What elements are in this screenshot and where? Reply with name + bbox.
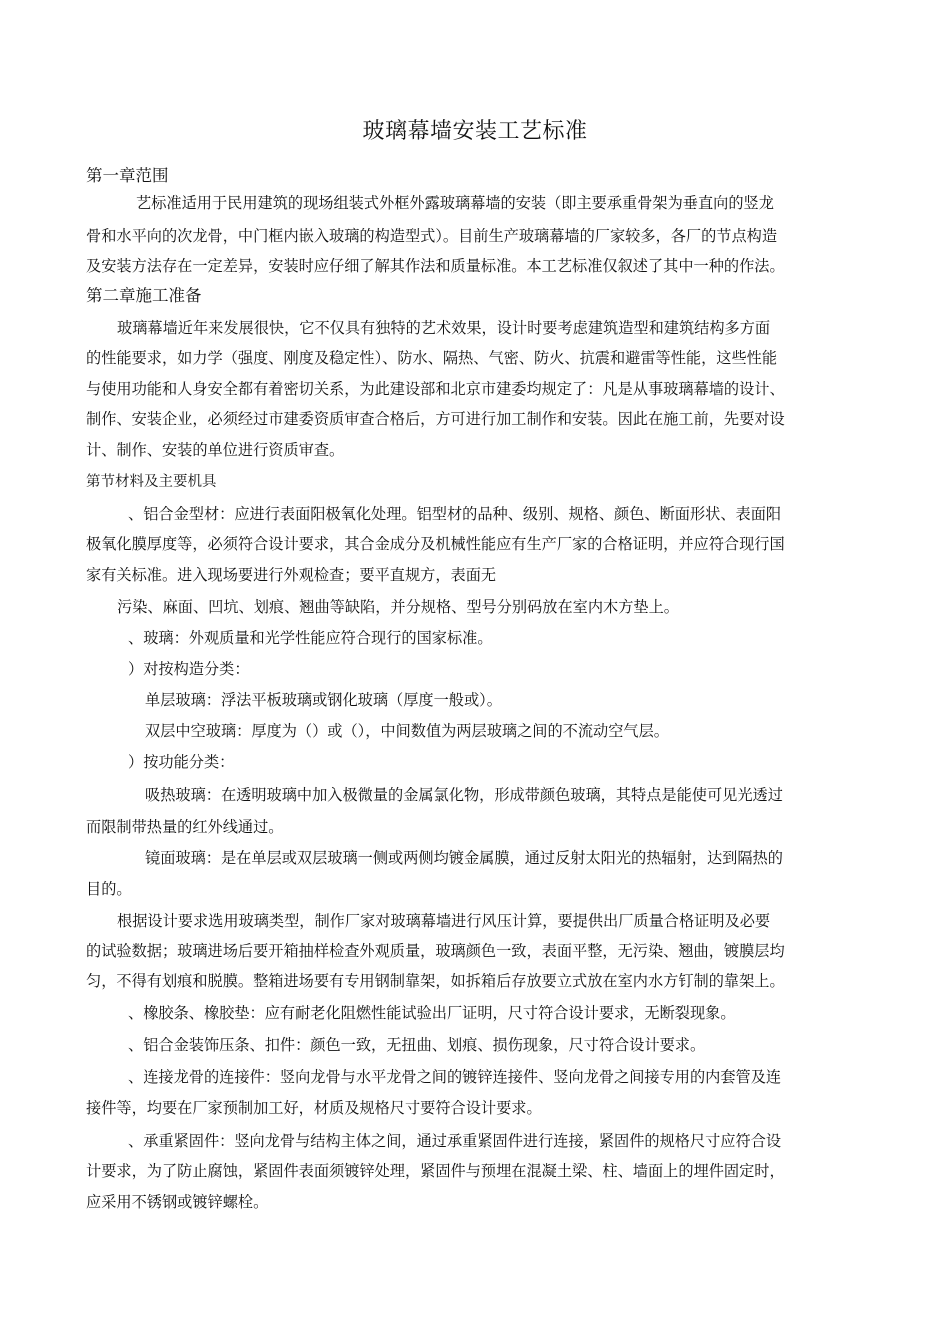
paragraph-line: 匀，不得有划痕和脱膜。整箱进场要有专用钢制靠架，如拆箱后存放要立式放在室内水方钉制的靠架上。	[86, 972, 785, 990]
paragraph-line: 计要求，为了防止腐蚀，紧固件表面须镀锌处理，紧固件与预埋在混凝土梁、柱、墙面上的埋件固定时，	[86, 1162, 785, 1180]
list-item: ）按功能分类：	[128, 753, 235, 771]
list-item: ）对按构造分类：	[128, 660, 250, 678]
paragraph-line: 根据设计要求选用玻璃类型，制作厂家对玻璃幕墙进行风压计算，要提供出厂质量合格证明及必要	[117, 912, 771, 930]
paragraph-line: 、连接龙骨的连接件：竖向龙骨与水平龙骨之间的镀锌连接件、竖向龙骨之间接专用的内套管及连	[128, 1068, 782, 1086]
paragraph-line: 的性能要求，如力学（强度、刚度及稳定性）、防水、隔热、气密、防火、抗震和避雷等性能，这些性能	[86, 349, 778, 367]
paragraph-line: 单层玻璃：浮法平板玻璃或钢化玻璃（厚度一般或）。	[145, 691, 502, 709]
paragraph-line: 、橡胶条、橡胶垫：应有耐老化阻燃性能试验出厂证明，尺寸符合设计要求，无断裂现象。	[128, 1004, 736, 1022]
paragraph-line: 、玻璃：外观质量和光学性能应符合现行的国家标准。	[128, 629, 493, 647]
paragraph-line: 骨和水平向的次龙骨，中门框内嵌入玻璃的构造型式）。目前生产玻璃幕墙的厂家较多，各厂的节点构造	[86, 227, 778, 245]
paragraph-line: 、铝合金型材：应进行表面阳极氧化处理。铝型材的品种、级别、规格、颜色、断面形状、表面阳	[128, 505, 782, 523]
paragraph-line: 吸热玻璃：在透明玻璃中加入极微量的金属氯化物，形成带颜色玻璃，其特点是能使可见光透过	[145, 786, 783, 804]
paragraph-line: 与使用功能和人身安全都有着密切关系，为此建设部和北京市建委均规定了：凡是从事玻璃幕墙的设计、	[86, 380, 785, 398]
paragraph-line: 污染、麻面、凹坑、划痕、翘曲等缺陷，并分规格、型号分别码放在室内木方垫上。	[117, 598, 679, 616]
paragraph-line: 计、制作、安装的单位进行资质审查。	[86, 441, 345, 459]
paragraph-line: 接件等，均要在厂家预制加工好，材质及规格尺寸要符合设计要求。	[86, 1099, 542, 1117]
section-heading: 第节材料及主要机具	[86, 474, 217, 490]
paragraph-line: 家有关标准。进入现场要进行外观检查；要平直规方，表面无	[86, 566, 497, 584]
paragraph-line: 镜面玻璃：是在单层或双层玻璃一侧或两侧均镀金属膜，通过反射太阳光的热辐射，达到隔热的	[145, 849, 783, 867]
paragraph-line: 目的。	[86, 880, 132, 898]
paragraph-line: 玻璃幕墙近年来发展很快，它不仅具有独特的艺术效果，设计时要考虑建筑造型和建筑结构多方面	[117, 319, 771, 337]
chapter-heading: 第二章施工准备	[86, 286, 202, 305]
chapter-heading: 第一章范围	[86, 166, 169, 185]
paragraph-line: 极氧化膜厚度等，必须符合设计要求，其合金成分及机械性能应有生产厂家的合格证明，并应符合现行国	[86, 535, 785, 553]
paragraph-line: 的试验数据；玻璃进场后要开箱抽样检查外观质量，玻璃颜色一致，表面平整，无污染、翘曲，镀膜层均	[86, 942, 785, 960]
paragraph-line: 、承重紧固件：竖向龙骨与结构主体之间，通过承重紧固件进行连接，紧固件的规格尺寸应符合设	[128, 1132, 782, 1150]
paragraph-line: 双层中空玻璃：厚度为（）或（），中间数值为两层玻璃之间的不流动空气层。	[145, 722, 669, 740]
paragraph-line: 应采用不锈钢或镀锌螺栓。	[86, 1193, 269, 1211]
paragraph-line: 及安装方法存在一定差异，安装时应仔细了解其作法和质量标准。本工艺标准仅叙述了其中一种的作法。	[86, 257, 785, 275]
paragraph-line: 制作、安装企业，必须经过市建委资质审查合格后，方可进行加工制作和安装。因此在施工前，先要对设	[86, 410, 785, 428]
document-title: 玻璃幕墙安装工艺标准	[362, 119, 588, 144]
paragraph-line: 艺标准适用于民用建筑的现场组装式外框外露玻璃幕墙的安装（即主要承重骨架为垂直向的竖龙	[136, 194, 774, 212]
paragraph-line: 、铝合金装饰压条、扣件：颜色一致，无扭曲、划痕、损伤现象，尺寸符合设计要求。	[128, 1036, 706, 1054]
paragraph-line: 而限制带热量的红外线通过。	[86, 818, 284, 836]
